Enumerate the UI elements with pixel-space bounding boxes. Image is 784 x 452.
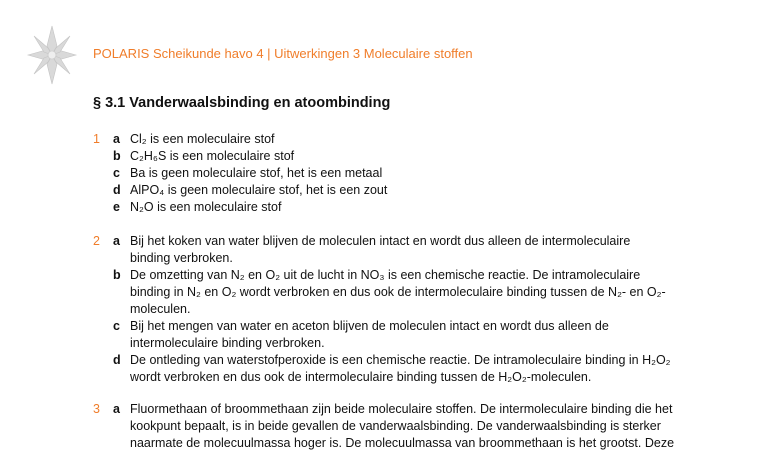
polaris-logo-icon — [26, 24, 78, 86]
answer-text: De omzetting van N₂ en O₂ uit de lucht in NO₃ is een chemische reactie. De intramoleculaire binding in N₂ en O₂ wordt verbroken en dus ook de intermoleculaire binding tussen de N₂- en O₂-moleculen. — [130, 268, 666, 316]
answer-text: Ba is geen moleculaire stof, het is een metaal — [130, 166, 383, 180]
item-letter: a — [113, 234, 120, 248]
document-header-title: POLARIS Scheikunde havo 4 | Uitwerkingen 3 Moleculaire stoffen — [93, 46, 473, 61]
question-number: 3 — [93, 402, 100, 416]
item-letter: b — [113, 149, 121, 163]
answer-item — [93, 165, 783, 182]
item-letter: d — [113, 353, 121, 367]
answer-text: Fluormethaan of broommethaan zijn beide moleculaire stoffen. De intermoleculaire binding die het kookpunt bepaalt, is in beide gevallen de vanderwaalsbinding. De vanderwaalsbinding is sterker naarmate de molecuulmassa hoger is. De molecuulmassa van broommethaan is het grootst. Deze — [130, 402, 675, 450]
item-letter: c — [113, 319, 120, 333]
section-heading: § 3.1 Vanderwaalsbinding en atoombinding — [93, 95, 391, 111]
question-1 — [93, 131, 783, 216]
answer-item — [93, 352, 673, 386]
item-letter: a — [113, 402, 120, 416]
question-3 — [93, 401, 713, 452]
answer-text: C₂H₆S is een moleculaire stof — [130, 149, 295, 163]
answer-item — [93, 131, 783, 148]
answer-item — [93, 182, 783, 199]
answer-text: AlPO₄ is geen moleculaire stof, het is een zout — [130, 183, 388, 197]
question-number: 1 — [93, 132, 100, 146]
answer-item — [93, 318, 673, 352]
item-letter: d — [113, 183, 121, 197]
answer-item — [93, 199, 783, 216]
question-2 — [93, 233, 673, 386]
answer-item — [93, 233, 673, 267]
answer-item — [93, 267, 673, 318]
item-letter: b — [113, 268, 121, 282]
answer-item — [93, 148, 783, 165]
item-letter: e — [113, 200, 120, 214]
item-letter: c — [113, 166, 120, 180]
answer-text: De ontleding van waterstofperoxide is een chemische reactie. De intramoleculaire binding in H₂O₂ wordt verbroken en dus ook de intermoleculaire binding tussen de H₂O₂-moleculen. — [130, 353, 671, 384]
answer-text: N₂O is een moleculaire stof — [130, 200, 282, 214]
question-number: 2 — [93, 234, 100, 248]
answer-item — [93, 401, 713, 452]
answer-text: Bij het koken van water blijven de moleculen intact en wordt dus alleen de intermoleculaire binding verbroken. — [130, 234, 631, 265]
answer-text: Cl₂ is een moleculaire stof — [130, 132, 275, 146]
answer-text: Bij het mengen van water en aceton blijven de moleculen intact en wordt dus alleen de intermoleculaire binding verbroken. — [130, 319, 609, 350]
item-letter: a — [113, 132, 120, 146]
